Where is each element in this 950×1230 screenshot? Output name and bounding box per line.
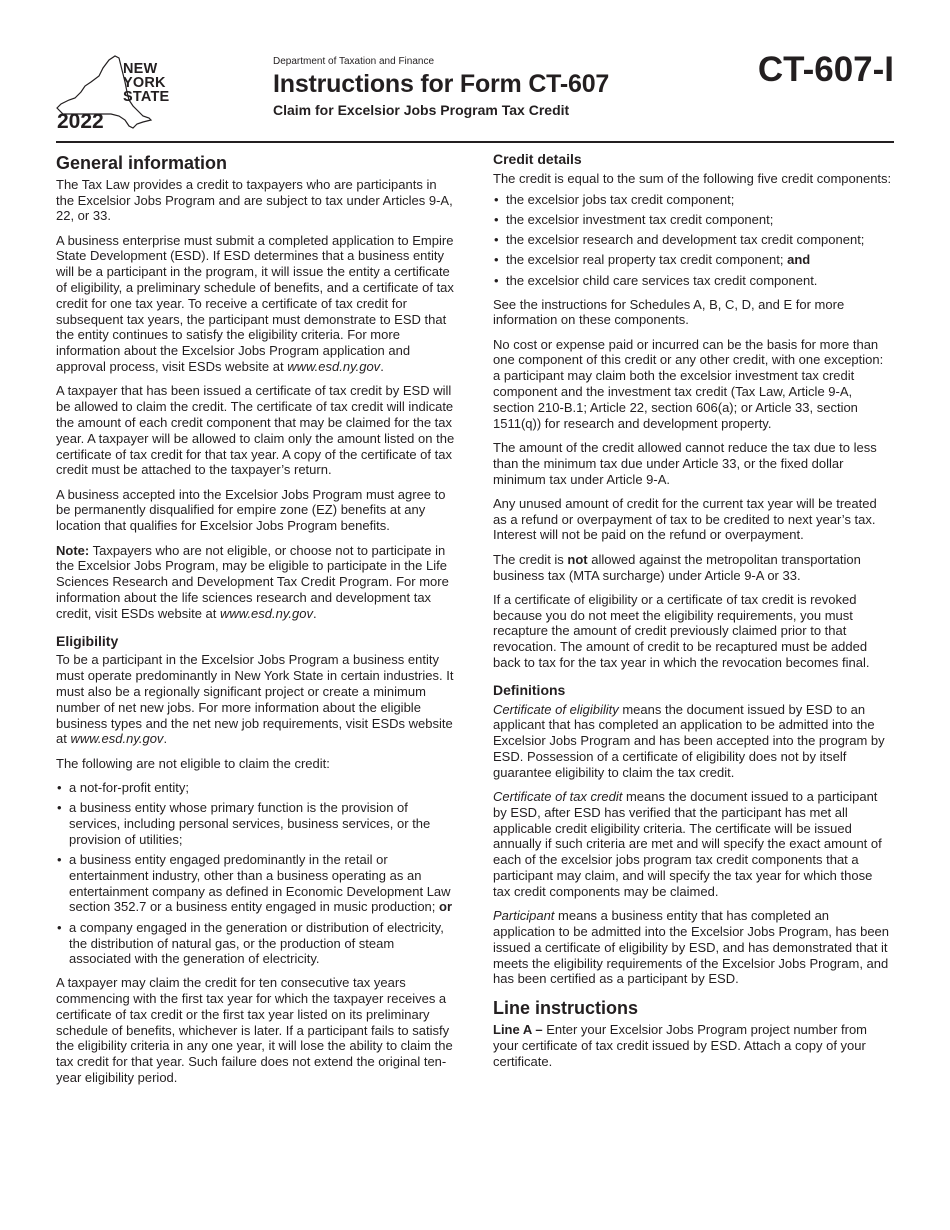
definitions-heading: Definitions	[493, 681, 566, 698]
right-column	[493, 152, 893, 1078]
esd-link[interactable]: www.esd.ny.gov	[287, 359, 381, 375]
paragraph: A taxpayer may claim the credit for ten consecutive tax years commencing with the first tax year for which the taxpayer receives a certificate of tax credit or the first tax year listed on its preliminary schedule of benefits, whichever is later. If a participant fails to satisfy the eligibility criteria in any one year, it will lose the ability to claim the tax credit for that year. Such failure does not extend the original ten-year eligibility period.	[56, 975, 453, 1085]
list-item: • the excelsior investment tax credit component;	[493, 212, 893, 228]
note-paragraph: Note: Taxpayers who are not eligible, or choose not to participate in the Excelsior Jobs Program, may be eligible to participate in the Life Sciences Research and Development Tax Credit Program. For more information about the life sciences research and development tax credit, visit ESDs website at www.esd.ny.gov.	[56, 542, 449, 621]
paragraph: A business accepted into the Excelsior Jobs Program must agree to be permanently disqualified for empire zone (EZ) benefits at any location that qualifies for Excelsior Jobs Program benefits.	[56, 486, 446, 534]
eligibility-heading: Eligibility	[56, 632, 119, 649]
list-item: • a not-for-profit entity;	[56, 780, 456, 796]
paragraph: The credit is not allowed against the metropolitan transportation business tax (MTA surcharge) under Article 9-A or 33.	[493, 551, 861, 583]
general-information-heading: General information	[56, 153, 228, 173]
line-a-instruction: Line A – Enter your Excelsior Jobs Program project number from your certificate of tax credit issued by ESD. Attach a copy of your certificate.	[493, 1021, 868, 1069]
list-item: • the excelsior jobs tax credit component;	[493, 192, 893, 208]
list-item: • a business entity engaged predominantly in the retail or entertainment industry, other than a business operating as an entertainment company as defined in Economic Development Law section 352.7 or a business entity engaged in music production; or	[56, 852, 456, 915]
left-column	[56, 152, 456, 1094]
paragraph: The following are not eligible to claim the credit:	[56, 755, 330, 771]
list-item: • the excelsior research and development tax credit component;	[493, 232, 893, 248]
paragraph: The amount of the credit allowed cannot reduce the tax due to less than the minimum tax due under Article 33, or the fixed dollar minimum tax under Article 9-A.	[493, 439, 877, 487]
credit-components-list	[493, 192, 893, 289]
paragraph: A business enterprise must submit a completed application to Empire State Development (ESD). If ESD determines that a business entity will be a participant in the program, it will issue the entity a certificate of eligibility, a preliminary schedule of benefits, and a certificate of tax credit for one tax year. To receive a certificate of tax credit for subsequent tax years, the participant must demonstrate to ESD that the entity continues to satisfy the eligibility criteria. For more information about the Excelsior Jobs Program application and approval process, visit ESDs website at www.esd.ny.gov.	[56, 232, 454, 375]
page-header	[0, 0, 950, 142]
state-wordmark: NEW YORK STATE	[123, 61, 170, 105]
list-item: • the excelsior real property tax credit component; and	[493, 252, 893, 268]
department-name: Department of Taxation and Finance	[273, 56, 435, 67]
paragraph: Any unused amount of credit for the current tax year will be treated as a refund or overpayment of tax to be credited to next year’s tax. Interest will not be paid on the refund or overpayment.	[493, 495, 877, 543]
paragraph: To be a participant in the Excelsior Jobs Program a business entity must operate predominantly in New York State in certain industries. It must also be a regionally significant project or create a minimum number of net new jobs. For more information about the eligible business types and the net new job requirements, visit ESDs website at www.esd.ny.gov.	[56, 652, 454, 747]
page-title: Instructions for Form CT-607	[273, 70, 610, 98]
paragraph: The credit is equal to the sum of the following five credit components:	[493, 170, 892, 186]
list-item: • the excelsior child care services tax credit component.	[493, 273, 893, 289]
form-year: 2022	[57, 110, 104, 133]
paragraph: A taxpayer that has been issued a certificate of tax credit by ESD will be allowed to claim the credit. The certificate of tax credit will indicate the amount of each credit component that may be claimed for the tax year. A taxpayer will be allowed to claim only the amount listed on the certificate of tax credit for that tax year. A copy of the certificate of tax credit must be attached to the taxpayer’s return.	[56, 383, 455, 478]
nys-logo	[55, 52, 185, 132]
paragraph: See the instructions for Schedules A, B, C, D, and E for more information on these components.	[493, 296, 845, 328]
definition: Participant means a business entity that has completed an application to be admitted into the Excelsior Jobs Program, has been issued a certificate of eligibility by ESD, and has demonstrated that it meets the eligibility requirements of the Excelsior Jobs Program, and has been certified as a participant by ESD.	[493, 908, 890, 987]
form-number: CT-607-I	[757, 50, 894, 89]
not-eligible-list	[56, 780, 456, 967]
list-item: • a company engaged in the generation or distribution of electricity, the distribution of natural gas, or the production of steam associated with the generation of electricity.	[56, 920, 456, 967]
list-item: • a business entity whose primary function is the provision of services, including personal services, business services, or the provision of utilities;	[56, 800, 456, 847]
esd-link[interactable]: www.esd.ny.gov	[220, 605, 313, 621]
esd-link[interactable]: www.esd.ny.gov	[70, 731, 164, 747]
definition: Certificate of eligibility means the document issued by ESD to an applicant that has completed an application to be admitted into the Excelsior Jobs Program and has been accepted into the program by ESD. Possession of a certificate of eligibility does not by itself guarantee eligibility to claim the tax credit.	[493, 701, 885, 780]
credit-details-heading: Credit details	[493, 151, 582, 167]
paragraph: If a certificate of eligibility or a certificate of tax credit is revoked because you do not meet the eligibility requirements, you must recapture the amount of credit previously claimed prior to that revocation. The amount of credit to be recaptured must be added back to tax for the tax year in which the revocation becomes final.	[493, 591, 870, 671]
page-subtitle: Claim for Excelsior Jobs Program Tax Credit	[273, 102, 570, 118]
header-divider	[56, 141, 894, 143]
paragraph: The Tax Law provides a credit to taxpayers who are participants in the Excelsior Jobs Program and are subject to tax under Articles 9-A, 22, or 33.	[56, 176, 453, 224]
line-instructions-heading: Line instructions	[493, 998, 639, 1019]
definition: Certificate of tax credit means the document issued to a participant by ESD, after ESD has verified that the participant has met all applicable credit eligibility criteria. The certificate will be issued annually if such criteria are met and will specify the exact amount of each of the excelsior jobs program tax credit components that a participant may claim, and will specify the tax year for which those tax credit components may be claimed.	[493, 789, 882, 899]
paragraph: No cost or expense paid or incurred can be the basis for more than one component of this credit or any other credit, with one exception: a participant may claim both the excelsior investment tax credit component and the investment tax credit (Tax Law, Article 9-A, section 210-B.1; Article 22, section 606(a); or Article 33, section 1511(q)) for research and development property.	[493, 336, 884, 431]
